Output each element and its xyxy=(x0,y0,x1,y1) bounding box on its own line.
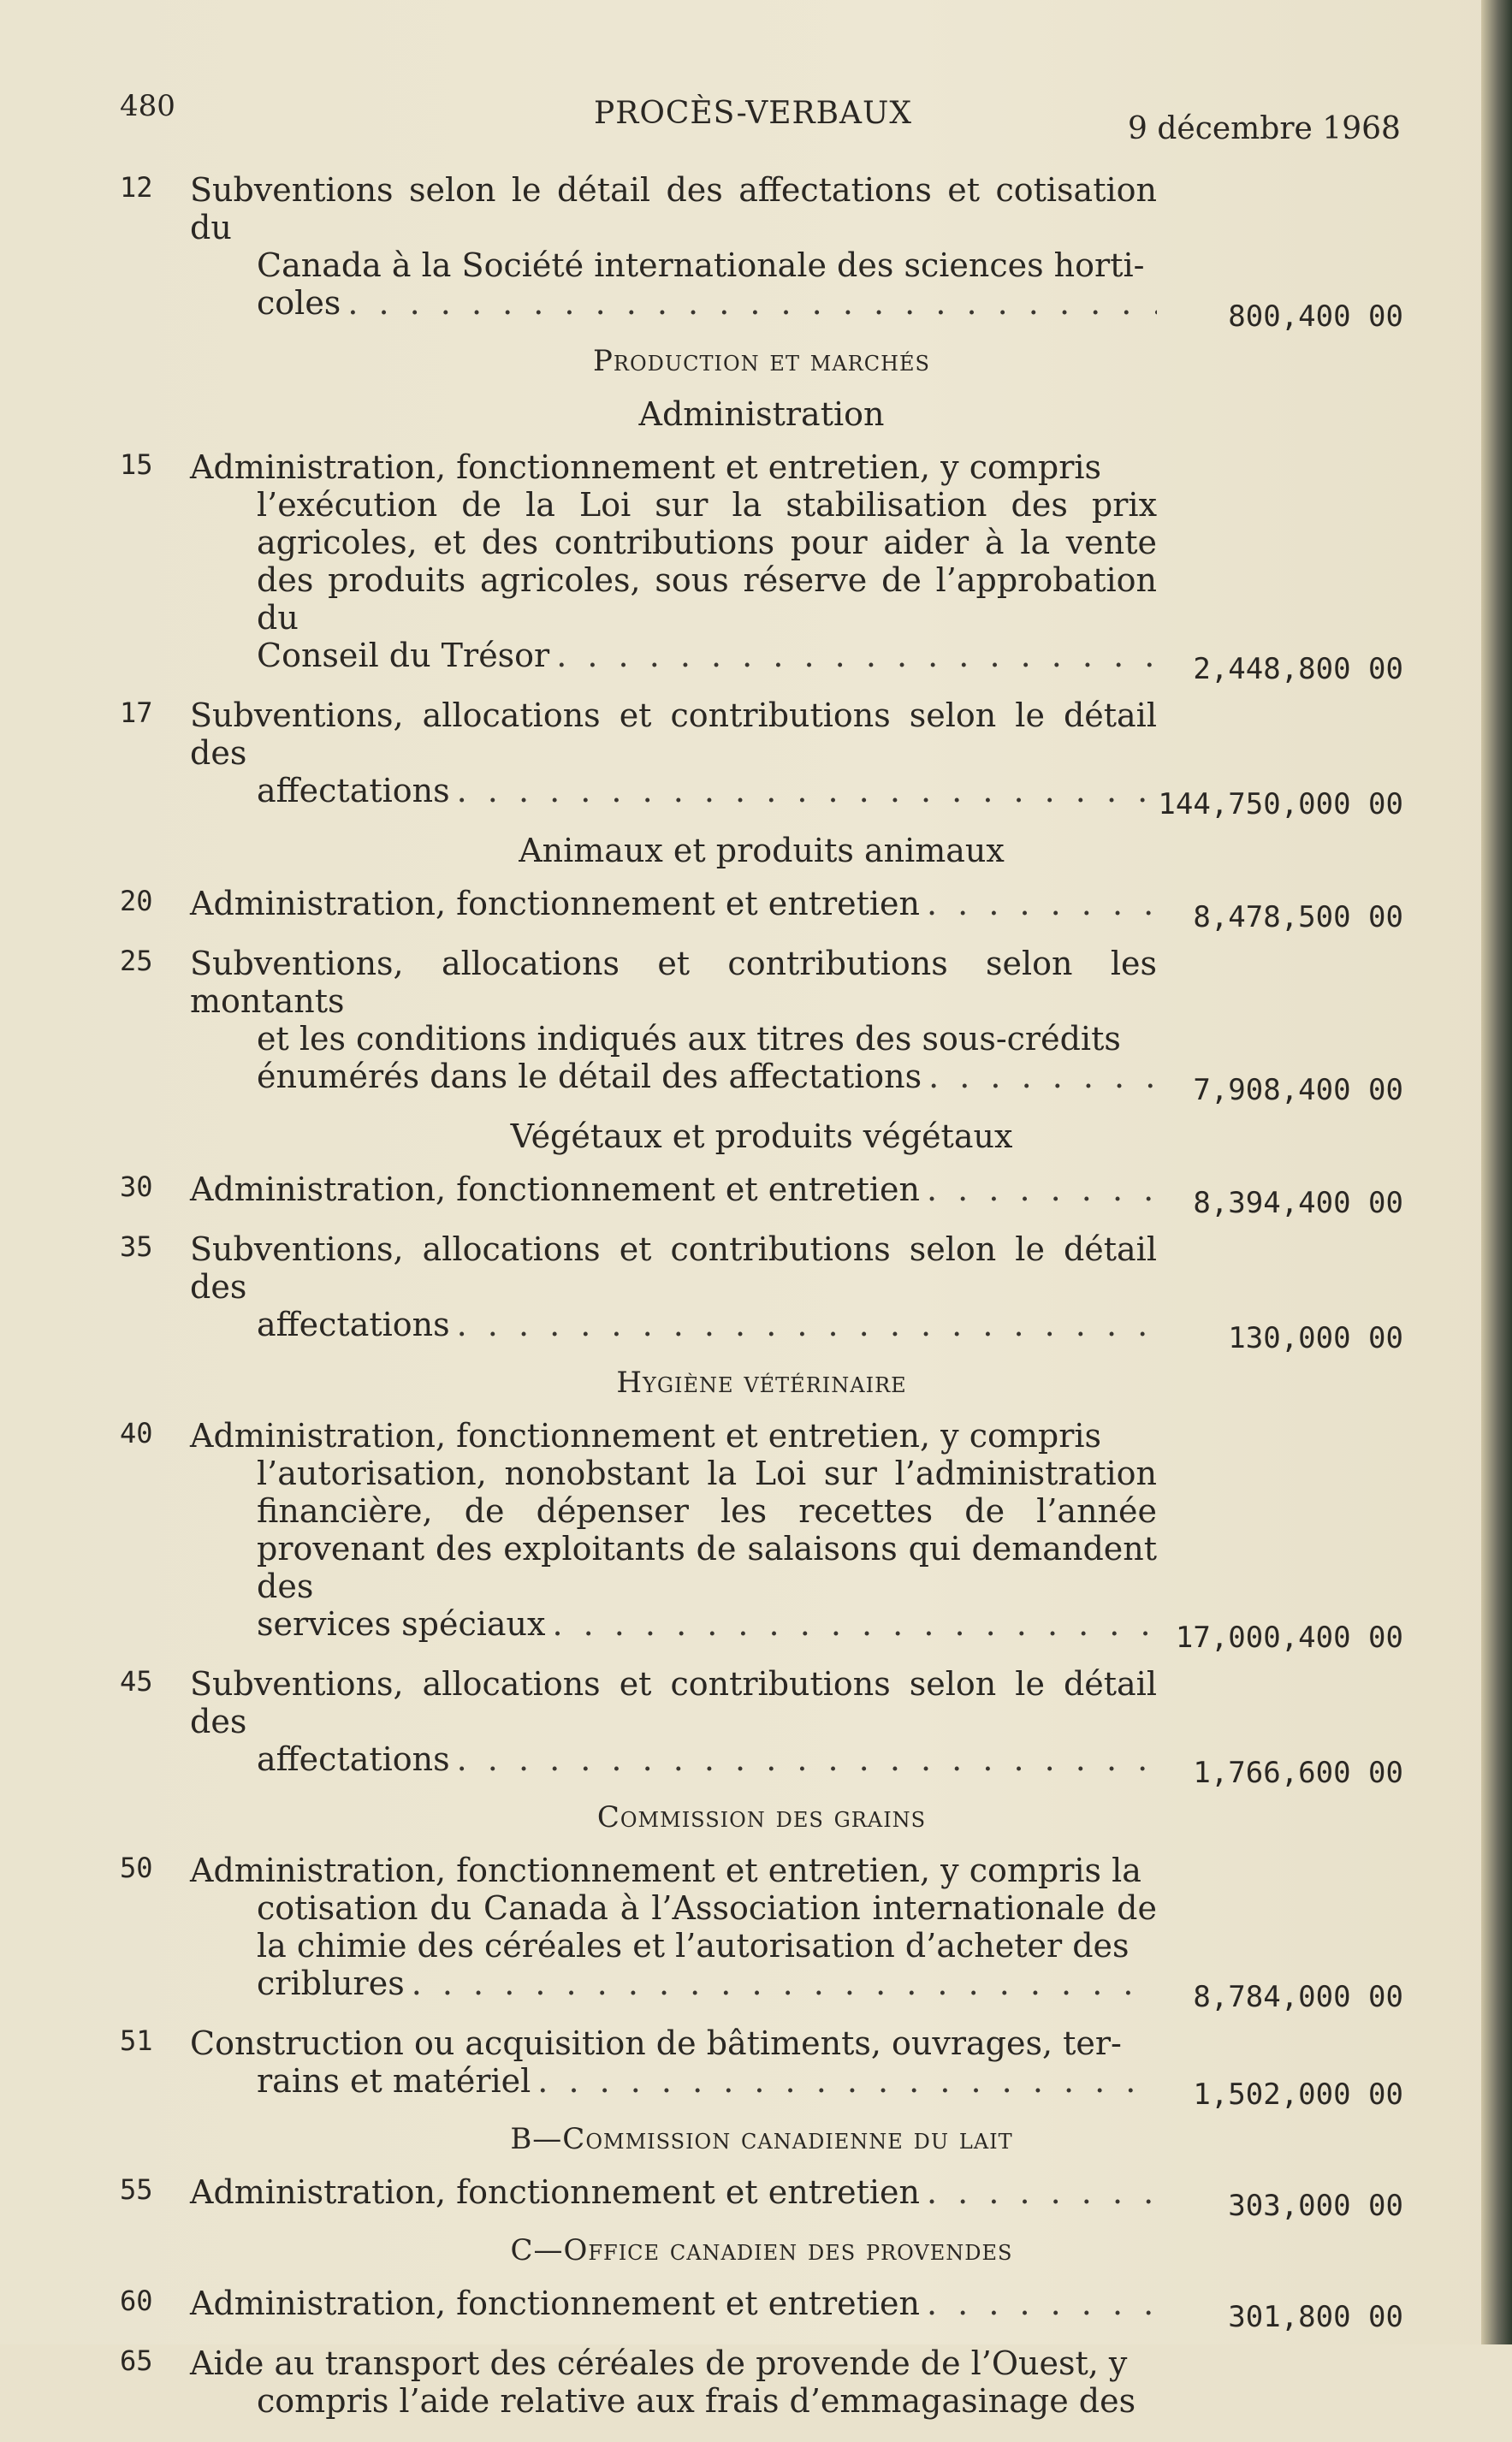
vote-amount: 144,750,000 00 xyxy=(1158,787,1403,821)
running-title: PROCÈS-VERBAUX xyxy=(594,96,912,131)
section-heading: Production et marchés xyxy=(593,344,930,378)
description-first-line: Subventions, allocations et contributions selon le détail des xyxy=(190,1230,1157,1306)
description-last-line: Administration, fonctionnement et entretien xyxy=(190,885,920,922)
vote-description xyxy=(190,1852,1157,2002)
vote-entry xyxy=(120,2344,1403,2420)
vote-description xyxy=(190,2344,1157,2420)
section-heading: B—Commission canadienne du lait xyxy=(510,2122,1013,2156)
subsection-heading: Animaux et produits animaux xyxy=(519,832,1005,869)
vote-entry xyxy=(120,448,1403,686)
vote-entry xyxy=(120,945,1403,1107)
description-last-line: rains et matériel xyxy=(257,2062,531,2100)
vote-amount: 1,502,000 00 xyxy=(1193,2077,1403,2112)
vote-entry xyxy=(120,171,1403,334)
vote-number: 30 xyxy=(120,1171,153,1203)
vote-number: 15 xyxy=(120,448,153,481)
book-spine-edge xyxy=(1481,0,1512,2344)
vote-description xyxy=(190,2285,1157,2322)
vote-amount: 301,800 00 xyxy=(1228,2300,1403,2334)
page-number: 480 xyxy=(120,89,175,123)
dot-leader xyxy=(928,1058,1157,1095)
dot-leader xyxy=(556,637,1157,674)
description-continuation: compris l’aide relative aux frais d’emmagasinage des xyxy=(257,2382,1136,2420)
description-first-line: Subventions, allocations et contributions selon les montants xyxy=(190,945,1157,1020)
vote-amount: 8,784,000 00 xyxy=(1193,1980,1403,2014)
vote-amount: 303,000 00 xyxy=(1228,2189,1403,2223)
dot-leader xyxy=(412,1965,1157,2002)
description-continuation: Canada à la Société internationale des sciences horti- xyxy=(257,246,1145,284)
description-first-line: Administration, fonctionnement et entretien, y compris xyxy=(190,1417,1102,1455)
vote-entry xyxy=(120,1852,1403,2014)
description-last-line: affectations xyxy=(257,1740,450,1778)
vote-entry xyxy=(120,1665,1403,1790)
subsection-heading: Administration xyxy=(638,395,885,433)
vote-amount: 1,766,600 00 xyxy=(1193,1756,1403,1790)
description-last-line: Conseil du Trésor xyxy=(257,637,550,674)
description-last-line: coles xyxy=(257,284,341,322)
vote-entry xyxy=(120,2173,1403,2223)
description-first-line: Aide au transport des céréales de provende de l’Ouest, y xyxy=(190,2344,1128,2382)
description-last-line: Administration, fonctionnement et entretien xyxy=(190,2173,920,2211)
section-heading: Commission des grains xyxy=(596,1800,927,1834)
vote-entry xyxy=(120,1417,1403,1655)
vote-entry xyxy=(120,1171,1403,1220)
description-first-line: Administration, fonctionnement et entretien, y compris xyxy=(190,448,1102,486)
subsection-heading: Végétaux et produits végétaux xyxy=(510,1117,1013,1155)
vote-amount: 8,478,500 00 xyxy=(1193,900,1403,934)
description-first-line: Subventions, allocations et contributions selon le détail des xyxy=(190,1665,1157,1740)
description-last-line: Administration, fonctionnement et entretien xyxy=(190,1171,920,1208)
vote-number: 40 xyxy=(120,1417,153,1449)
page-header xyxy=(0,0,1512,171)
description-last-line: énumérés dans le détail des affectations xyxy=(257,1058,922,1095)
vote-entry xyxy=(120,885,1403,934)
vote-entry xyxy=(120,2024,1403,2112)
vote-amount: 2,448,800 00 xyxy=(1193,652,1403,686)
description-continuation: et les conditions indiqués aux titres des sous-crédits xyxy=(257,1020,1121,1058)
vote-entry xyxy=(120,2285,1403,2334)
vote-description xyxy=(190,945,1157,1095)
description-first-line: Construction ou acquisition de bâtiments, ouvrages, ter- xyxy=(190,2024,1122,2062)
vote-entry xyxy=(120,1230,1403,1355)
description-last-line: Administration, fonctionnement et entretien xyxy=(190,2285,920,2322)
vote-description xyxy=(190,1230,1157,1343)
vote-number: 35 xyxy=(120,1230,153,1263)
vote-description xyxy=(190,2173,1157,2211)
dot-leader xyxy=(457,772,1157,809)
dot-leader xyxy=(927,1171,1157,1208)
section-heading: C—Office canadien des provendes xyxy=(510,2233,1013,2267)
vote-number: 51 xyxy=(120,2024,153,2057)
vote-number: 12 xyxy=(120,171,153,204)
vote-description xyxy=(190,448,1157,674)
description-last-line: affectations xyxy=(257,772,450,809)
dot-leader xyxy=(927,885,1157,922)
vote-description xyxy=(190,1171,1157,1208)
dot-leader xyxy=(537,2062,1157,2100)
dot-leader xyxy=(457,1740,1157,1778)
description-last-line: criblures xyxy=(257,1965,405,2002)
vote-amount: 8,394,400 00 xyxy=(1193,1186,1403,1220)
dot-leader xyxy=(457,1306,1157,1343)
vote-description xyxy=(190,696,1157,809)
dot-leader xyxy=(347,284,1157,322)
estimates-list xyxy=(120,171,1403,2442)
vote-entry xyxy=(120,696,1403,821)
vote-number: 50 xyxy=(120,1852,153,1884)
vote-number: 25 xyxy=(120,945,153,977)
header-date: 9 décembre 1968 xyxy=(1128,111,1401,146)
vote-number: 17 xyxy=(120,696,153,729)
dot-leader xyxy=(927,2173,1157,2211)
description-first-line: Subventions selon le détail des affectations et cotisation du xyxy=(190,171,1157,246)
vote-amount: 130,000 00 xyxy=(1228,1321,1403,1355)
vote-amount: 800,400 00 xyxy=(1228,299,1403,334)
vote-number: 65 xyxy=(120,2344,153,2377)
vote-number: 45 xyxy=(120,1665,153,1698)
description-last-line: services spéciaux xyxy=(257,1605,546,1643)
vote-description xyxy=(190,171,1157,322)
vote-description xyxy=(190,1665,1157,1778)
dot-leader xyxy=(552,1605,1157,1643)
section-heading: Hygiène vétérinaire xyxy=(616,1366,907,1400)
vote-description xyxy=(190,885,1157,922)
vote-amount: 7,908,400 00 xyxy=(1193,1073,1403,1107)
description-continuation: l’exécution de la Loi sur la stabilisation des prix agricoles, et des contributions pour aider à la vente des produits agricoles, sous réserve de l’approbation du xyxy=(257,486,1157,637)
vote-number: 60 xyxy=(120,2285,153,2317)
description-first-line: Administration, fonctionnement et entretien, y compris la xyxy=(190,1852,1141,1889)
description-last-line: affectations xyxy=(257,1306,450,1343)
dot-leader xyxy=(927,2285,1157,2322)
vote-description xyxy=(190,1417,1157,1643)
vote-number: 55 xyxy=(120,2173,153,2206)
vote-number: 20 xyxy=(120,885,153,917)
description-first-line: Subventions, allocations et contributions selon le détail des xyxy=(190,696,1157,772)
description-continuation: l’autorisation, nonobstant la Loi sur l’administration financière, de dépenser les recettes de l’année provenant des exploitants de salaisons qui demandent des xyxy=(257,1455,1157,1605)
description-continuation: cotisation du Canada à l’Association internationale de la chimie des céréales et l’autorisation d’acheter des xyxy=(257,1889,1157,1965)
vote-amount: 17,000,400 00 xyxy=(1175,1621,1403,1655)
vote-description xyxy=(190,2024,1157,2100)
